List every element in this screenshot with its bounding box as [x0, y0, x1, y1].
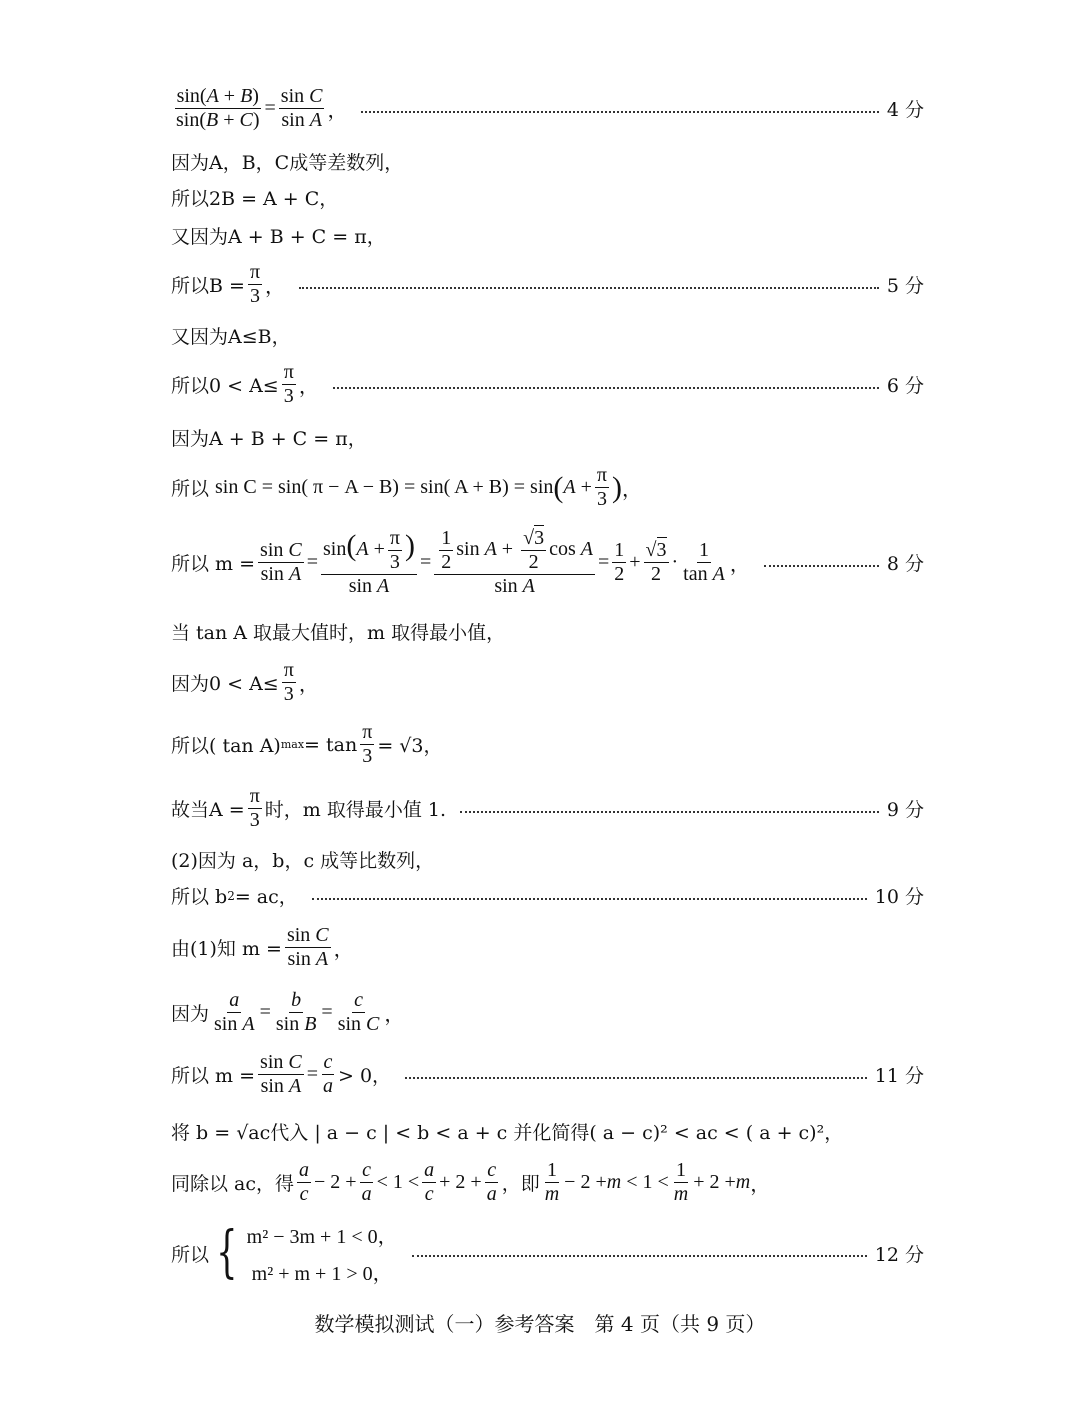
- leader-dots: [412, 1255, 867, 1257]
- line-divide-ac: 同除以 ac，得 $\frac{a}{c}$ − 2 + $\frac{c}{a}$ < 1 < $\frac{a}{c}$ + 2 + $\frac{c}{a}$ ，即 $\frac{1}{m}$ − 2 + m < 1 < $\frac{1}{m}$ + 2 + m ，: [171, 1159, 771, 1205]
- line-2b: 所以2B = A + C，: [171, 188, 339, 210]
- points-8: 8 分: [886, 553, 924, 575]
- ratio-equation: $\frac{\sin(A + B)}{\sin(B + C)}$ = $\frac{\text{sin C}}{\text{sin A}}$ ，: [176, 85, 348, 131]
- page-footer: 数学模拟测试（一）参考答案 第 4 页（共 9 页）: [314, 1312, 766, 1336]
- points-11: 11 分: [874, 1065, 924, 1087]
- leader-dots: [299, 287, 879, 289]
- line-part2: (2)因为 a，b，c 成等比数列，: [171, 850, 435, 872]
- leader-dots: [312, 898, 867, 900]
- line-m-expression: 所以 m = $\frac{\text{sin C}}{\text{sin A}}$ = sin(A + $\frac{\pi}{3}$ ) sin A = $\frac{1}{2}$ sin A + $\frac{√3}{2}$ cos A sin A = $\frac{1}{2}$ + $\frac{√3}{2}$ · $\frac{1}{\text{tan A}}$ ， 8 分: [171, 527, 924, 597]
- line-arithmetic-seq: 因为A，B，C成等差数列，: [171, 152, 404, 174]
- leader-dots: [405, 1077, 867, 1079]
- line-a-range: 所以0 < A≤ $\frac{\pi}{3}$ ， 6 分: [171, 361, 924, 407]
- leader-dots: [460, 811, 879, 813]
- line-sin-c: 所以 sin C = sin( π − A − B) = sin( A + B) = sin ( A + $\frac{\pi}{3}$ ) ，: [171, 464, 642, 510]
- line-m-ratio: 所以 m = $\frac{\text{sin C}}{\text{sin A}}$ = $\frac{c}{a}$ > 0， 11 分: [171, 1051, 924, 1097]
- leader-dots: [764, 565, 879, 567]
- points-12: 12 分: [874, 1243, 924, 1266]
- line-substitute: 将 b = √ac代入 | a − c | < b < a + c 并化简得( a − c)² < ac < ( a + c)²，: [171, 1122, 844, 1144]
- line-b-squared: 所以 b 2 = ac， 10 分: [171, 882, 924, 909]
- line-a-range-2: 因为0 < A≤ $\frac{\pi}{3}$ ，: [171, 659, 319, 705]
- line-tan-max: 当 tan A 取最大值时，m 取得最小值，: [171, 622, 506, 644]
- leader-dots: [361, 111, 878, 113]
- line-a-le-b: 又因为A≤B，: [171, 326, 291, 348]
- m-expression: $\frac{\text{sin C}}{\text{sin A}}$ = sin(A + $\frac{\pi}{3}$ ) sin A = $\frac{1}{2}$ sin A + $\frac{√3}{2}$ cos A sin A = $\frac{1}{2}$ + $\frac{√3}{2}$ · $\frac{1}{\text{tan A}}$ ，: [260, 527, 750, 597]
- line-b-value: 所以B = $\frac{\pi}{3}$ ， 5 分: [171, 261, 924, 307]
- points-6: 6 分: [886, 375, 924, 397]
- brace-symbol: {: [216, 1220, 238, 1285]
- points-9: 9 分: [886, 799, 924, 821]
- line-from-part1: 由(1)知 m = $\frac{\text{sin C}}{\text{sin A}}$ ，: [171, 924, 354, 970]
- line-system: 所以 { m² − 3m + 1 < 0， m² + m + 1 > 0， 12 分: [171, 1220, 924, 1285]
- line-tan-value: 所以( tan A) max = tan $\frac{\pi}{3}$ = √3，: [171, 721, 443, 767]
- line-sine-law: 因为 $\frac{a}{\text{sin A}}$ = $\frac{b}{\text{sin B}}$ = $\frac{c}{\text{sin C}}$ ，: [171, 989, 405, 1035]
- line-sum-pi: 又因为A + B + C = π，: [171, 226, 386, 248]
- points-5: 5 分: [886, 275, 924, 297]
- inequality-system: m² − 3m + 1 < 0， m² + m + 1 > 0，: [246, 1226, 398, 1285]
- points-4: 4 分: [886, 99, 924, 121]
- points-10: 10 分: [874, 886, 924, 908]
- line-sum-pi-2: 因为A + B + C = π，: [171, 428, 367, 450]
- line-min-value: 故当A = $\frac{\pi}{3}$ 时，m 取得最小值 1. 9 分: [171, 785, 924, 831]
- leader-dots: [333, 387, 879, 389]
- line-ratio: [171, 86, 924, 131]
